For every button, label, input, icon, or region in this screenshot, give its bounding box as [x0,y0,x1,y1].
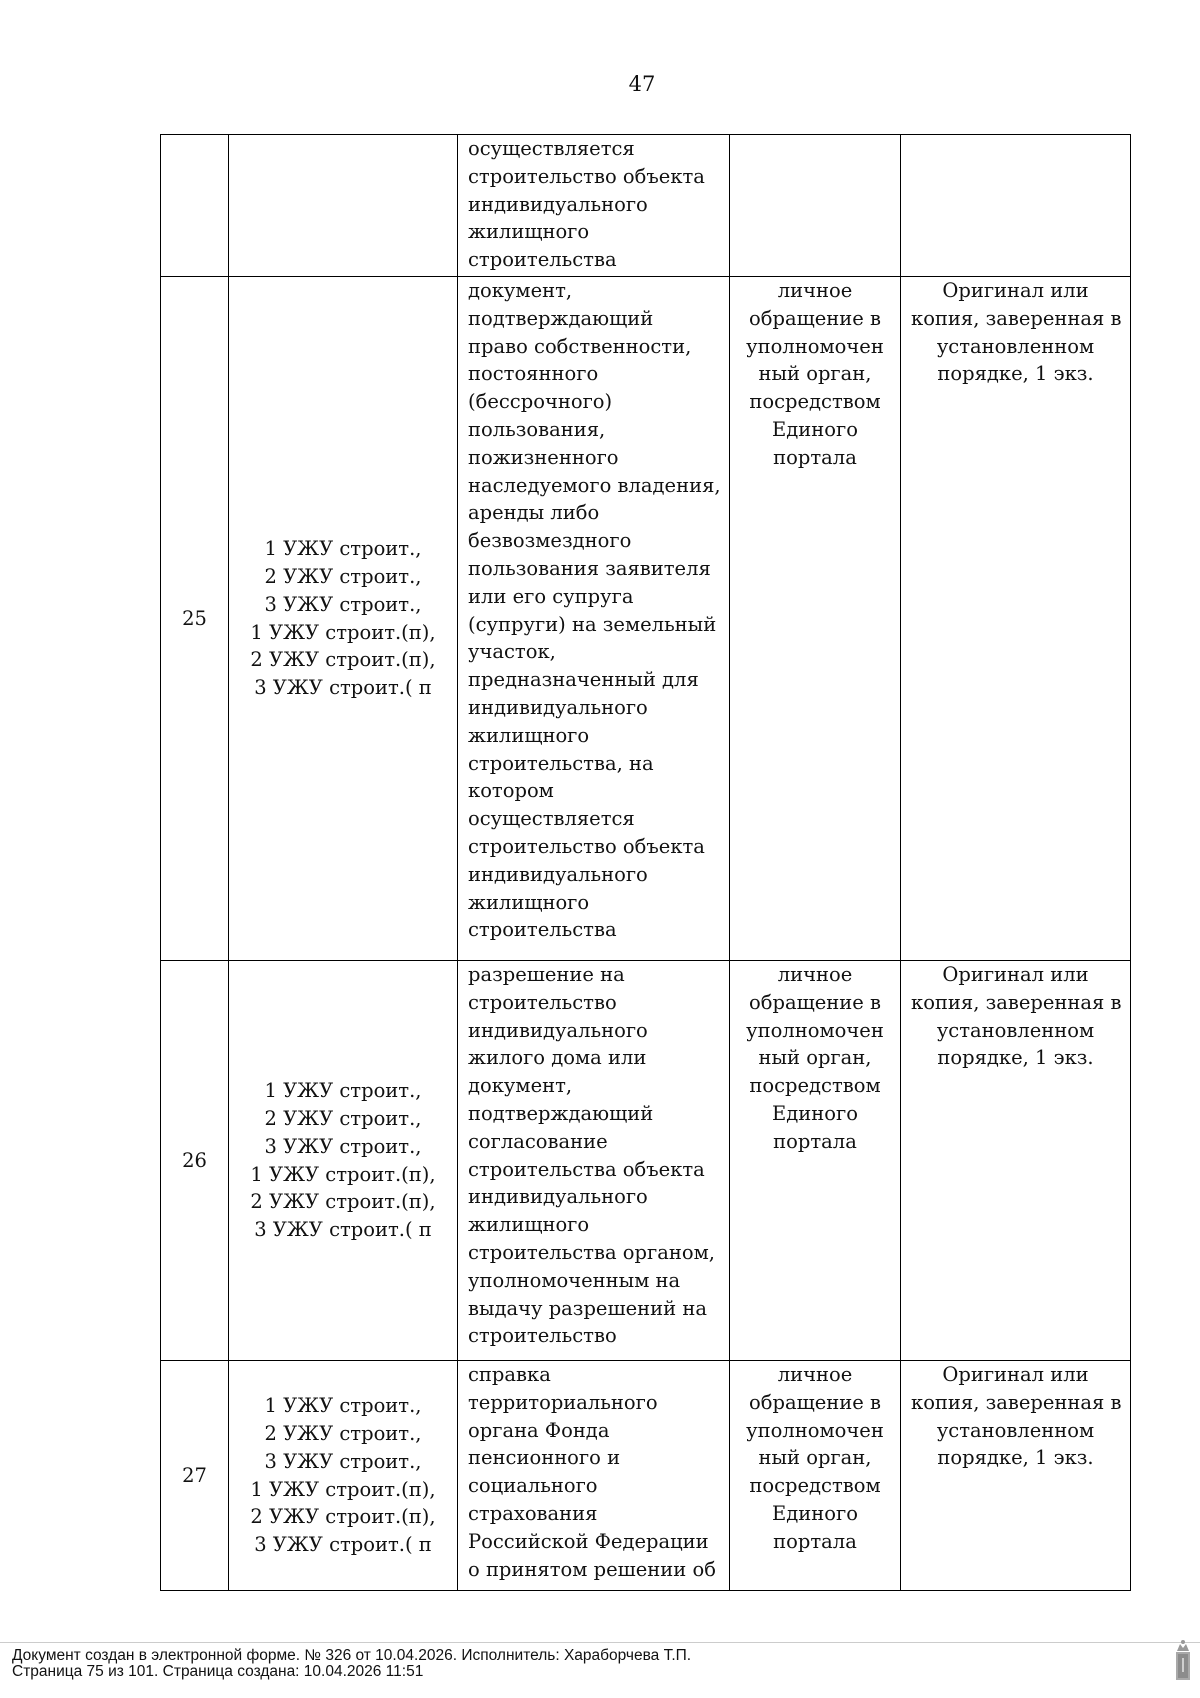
document-description-line: социального [468,1474,598,1498]
submission-method-line: посредством [749,1074,881,1098]
category-line: 1 УЖУ строит.(п), [250,620,436,644]
document-description-line: участок, [468,640,556,664]
document-description-line: индивидуального [468,1018,648,1042]
document-description-line: котором [468,779,554,803]
footer-line-1: Документ создан в электронной форме. № 326 от 10.04.2026. Исполнитель: Хараборчева Т.П. [12,1647,692,1664]
document-description-line: Российской Федерации [468,1529,709,1553]
category-line: 3 УЖУ строит.( п [254,1218,432,1242]
submission-method-line: портала [773,1529,857,1553]
document-description-line: разрешение на [468,963,625,986]
document-description-line: осуществляется [468,137,635,160]
document-description-line: жилищного [468,890,590,914]
document-description-line: предназначенный для [468,668,699,692]
category-line: 2 УЖУ строит., [264,1106,422,1130]
table-body [161,135,1131,1591]
document-description-line: пенсионного и [468,1446,621,1470]
submission-method-cell [730,135,901,277]
document-description-line: индивидуального [468,192,648,216]
submission-method-line: ный орган, [758,1046,872,1070]
submission-method-line: обращение в [749,990,881,1014]
row-number-cell [161,135,229,277]
footer-divider [0,1642,1200,1643]
footer-line-2: Страница 75 из 101. Страница создана: 10.04.2026 11:51 [12,1663,424,1680]
document-form-line: порядке, 1 экз. [937,1046,1094,1070]
submission-method-line: посредством [749,390,881,414]
category-line: 2 УЖУ строит.(п), [250,1190,436,1214]
document-description-cell [458,961,730,1361]
category-line: 1 УЖУ строит., [264,1394,422,1418]
submission-method-cell [730,1361,901,1591]
document-form-line: установленном [936,1418,1095,1442]
document-description-cell [458,1361,730,1591]
category-cell [229,135,458,277]
document-description-line: строительства, на [468,751,654,775]
submission-method-cell [730,277,901,961]
submission-method-line: Единого [772,1501,858,1525]
submission-method-line: личное [777,279,853,302]
document-description-line: пользования заявителя [468,556,711,580]
document-description-line: о принятом решении об [468,1557,716,1581]
category-cell [229,1361,458,1591]
submission-method-line: уполномочен [746,334,884,358]
document-description-line: наследуемого владения, [468,473,721,497]
table-row [161,277,1131,961]
document-description-line: постоянного [468,362,599,386]
document-description-cell [458,135,730,277]
document-description-line: согласование [468,1129,608,1153]
document-description-cell [458,277,730,961]
document-description-line: аренды либо [468,501,600,525]
document-form-line: копия, заверенная в [911,990,1122,1014]
submission-method-line: портала [773,445,857,469]
document-description-line: жилищного [468,1213,590,1237]
document-footer [12,1648,691,1680]
category-line: 2 УЖУ строит., [264,564,422,588]
document-form-line: копия, заверенная в [911,1390,1122,1414]
document-form-line: установленном [936,1018,1095,1042]
document-description-line: индивидуального [468,862,648,886]
submission-method-line: Единого [772,1101,858,1125]
document-description-line: выдачу разрешений на [468,1296,707,1320]
document-form-cell [901,277,1131,961]
row-number-cell: 26 [161,961,229,1361]
category-line: 1 УЖУ строит., [264,537,422,561]
document-description-line: страхования [468,1501,598,1525]
document-description-line: или его супруга [468,584,634,608]
category-line: 1 УЖУ строит.(п), [250,1162,436,1186]
document-description-line: пожизненного [468,445,619,469]
document-description-line: подтверждающий [468,1101,654,1125]
documents-table [160,134,1131,1591]
submission-method-line: портала [773,1129,857,1153]
category-line: 2 УЖУ строит.(п), [250,648,436,672]
document-description-line: строительство [468,990,617,1014]
submission-method-line: посредством [749,1474,881,1498]
document-description-line: (супруги) на земельный [468,612,717,636]
category-line: 3 УЖУ строит.( п [254,676,432,700]
document-description-line: индивидуального [468,1185,648,1209]
document-description-line: жилищного [468,723,590,747]
category-line: 3 УЖУ строит., [264,1134,422,1158]
submission-method-line: ный орган, [758,1446,872,1470]
document-description-line: документ, [468,1074,573,1098]
table-row [161,135,1131,277]
document-description-line: строительство объекта [468,164,705,188]
document-description-line: территориального [468,1390,658,1414]
submission-method-line: личное [777,963,853,986]
category-line: 2 УЖУ строит., [264,1421,422,1445]
submission-method-line: личное [777,1363,853,1386]
document-description-line: строительства объекта [468,1157,705,1181]
document-form-line: Оригинал или [942,279,1089,302]
category-line: 3 УЖУ строит., [264,592,422,616]
document-description-line: индивидуального [468,695,648,719]
category-cell [229,277,458,961]
category-line: 1 УЖУ строит.(п), [250,1477,436,1501]
submission-method-cell [730,961,901,1361]
category-line: 2 УЖУ строит.(п), [250,1505,436,1529]
document-description-line: осуществляется [468,807,635,831]
table-row [161,1361,1131,1591]
document-description-line: строительства [468,918,617,942]
document-description-line: (бессрочного) [468,390,613,414]
submission-method-line: Единого [772,417,858,441]
category-cell [229,961,458,1361]
row-number-cell: 25 [161,277,229,961]
category-line: 3 УЖУ строит., [264,1449,422,1473]
category-line: 1 УЖУ строит., [264,1079,422,1103]
document-description-line: право собственности, [468,334,692,358]
document-description-line: подтверждающий [468,306,654,330]
document-description-line: документ, [468,279,573,302]
document-description-line: строительство [468,1324,617,1348]
table-row [161,961,1131,1361]
document-form-cell [901,1361,1131,1591]
document-form-cell [901,135,1131,277]
document-form-line: порядке, 1 экз. [937,1446,1094,1470]
document-description-line: справка [468,1363,551,1386]
document-description-line: органа Фонда [468,1418,610,1442]
submission-method-line: уполномочен [746,1018,884,1042]
row-number-cell: 27 [161,1361,229,1591]
document-description-line: строительства [468,248,617,272]
document-description-line: жилого дома или [468,1046,647,1070]
submission-method-line: обращение в [749,306,881,330]
page-number: 47 [628,72,656,96]
document-description-line: пользования, [468,417,606,441]
document-description-line: уполномоченным на [468,1268,681,1292]
document-form-line: Оригинал или [942,1363,1089,1386]
document-form-line: установленном [936,334,1095,358]
document-description-line: жилищного [468,220,590,244]
submission-method-line: уполномочен [746,1418,884,1442]
document-form-cell [901,961,1131,1361]
submission-method-line: обращение в [749,1390,881,1414]
submission-method-line: ный орган, [758,362,872,386]
coat-of-arms-icon [1172,1638,1194,1684]
document-form-line: порядке, 1 экз. [937,362,1094,386]
document-form-line: Оригинал или [942,963,1089,986]
document-form-line: копия, заверенная в [911,306,1122,330]
document-description-line: строительство объекта [468,834,705,858]
document-description-line: строительства органом, [468,1240,715,1264]
document-description-line: безвозмездного [468,529,632,553]
category-line: 3 УЖУ строит.( п [254,1533,432,1557]
